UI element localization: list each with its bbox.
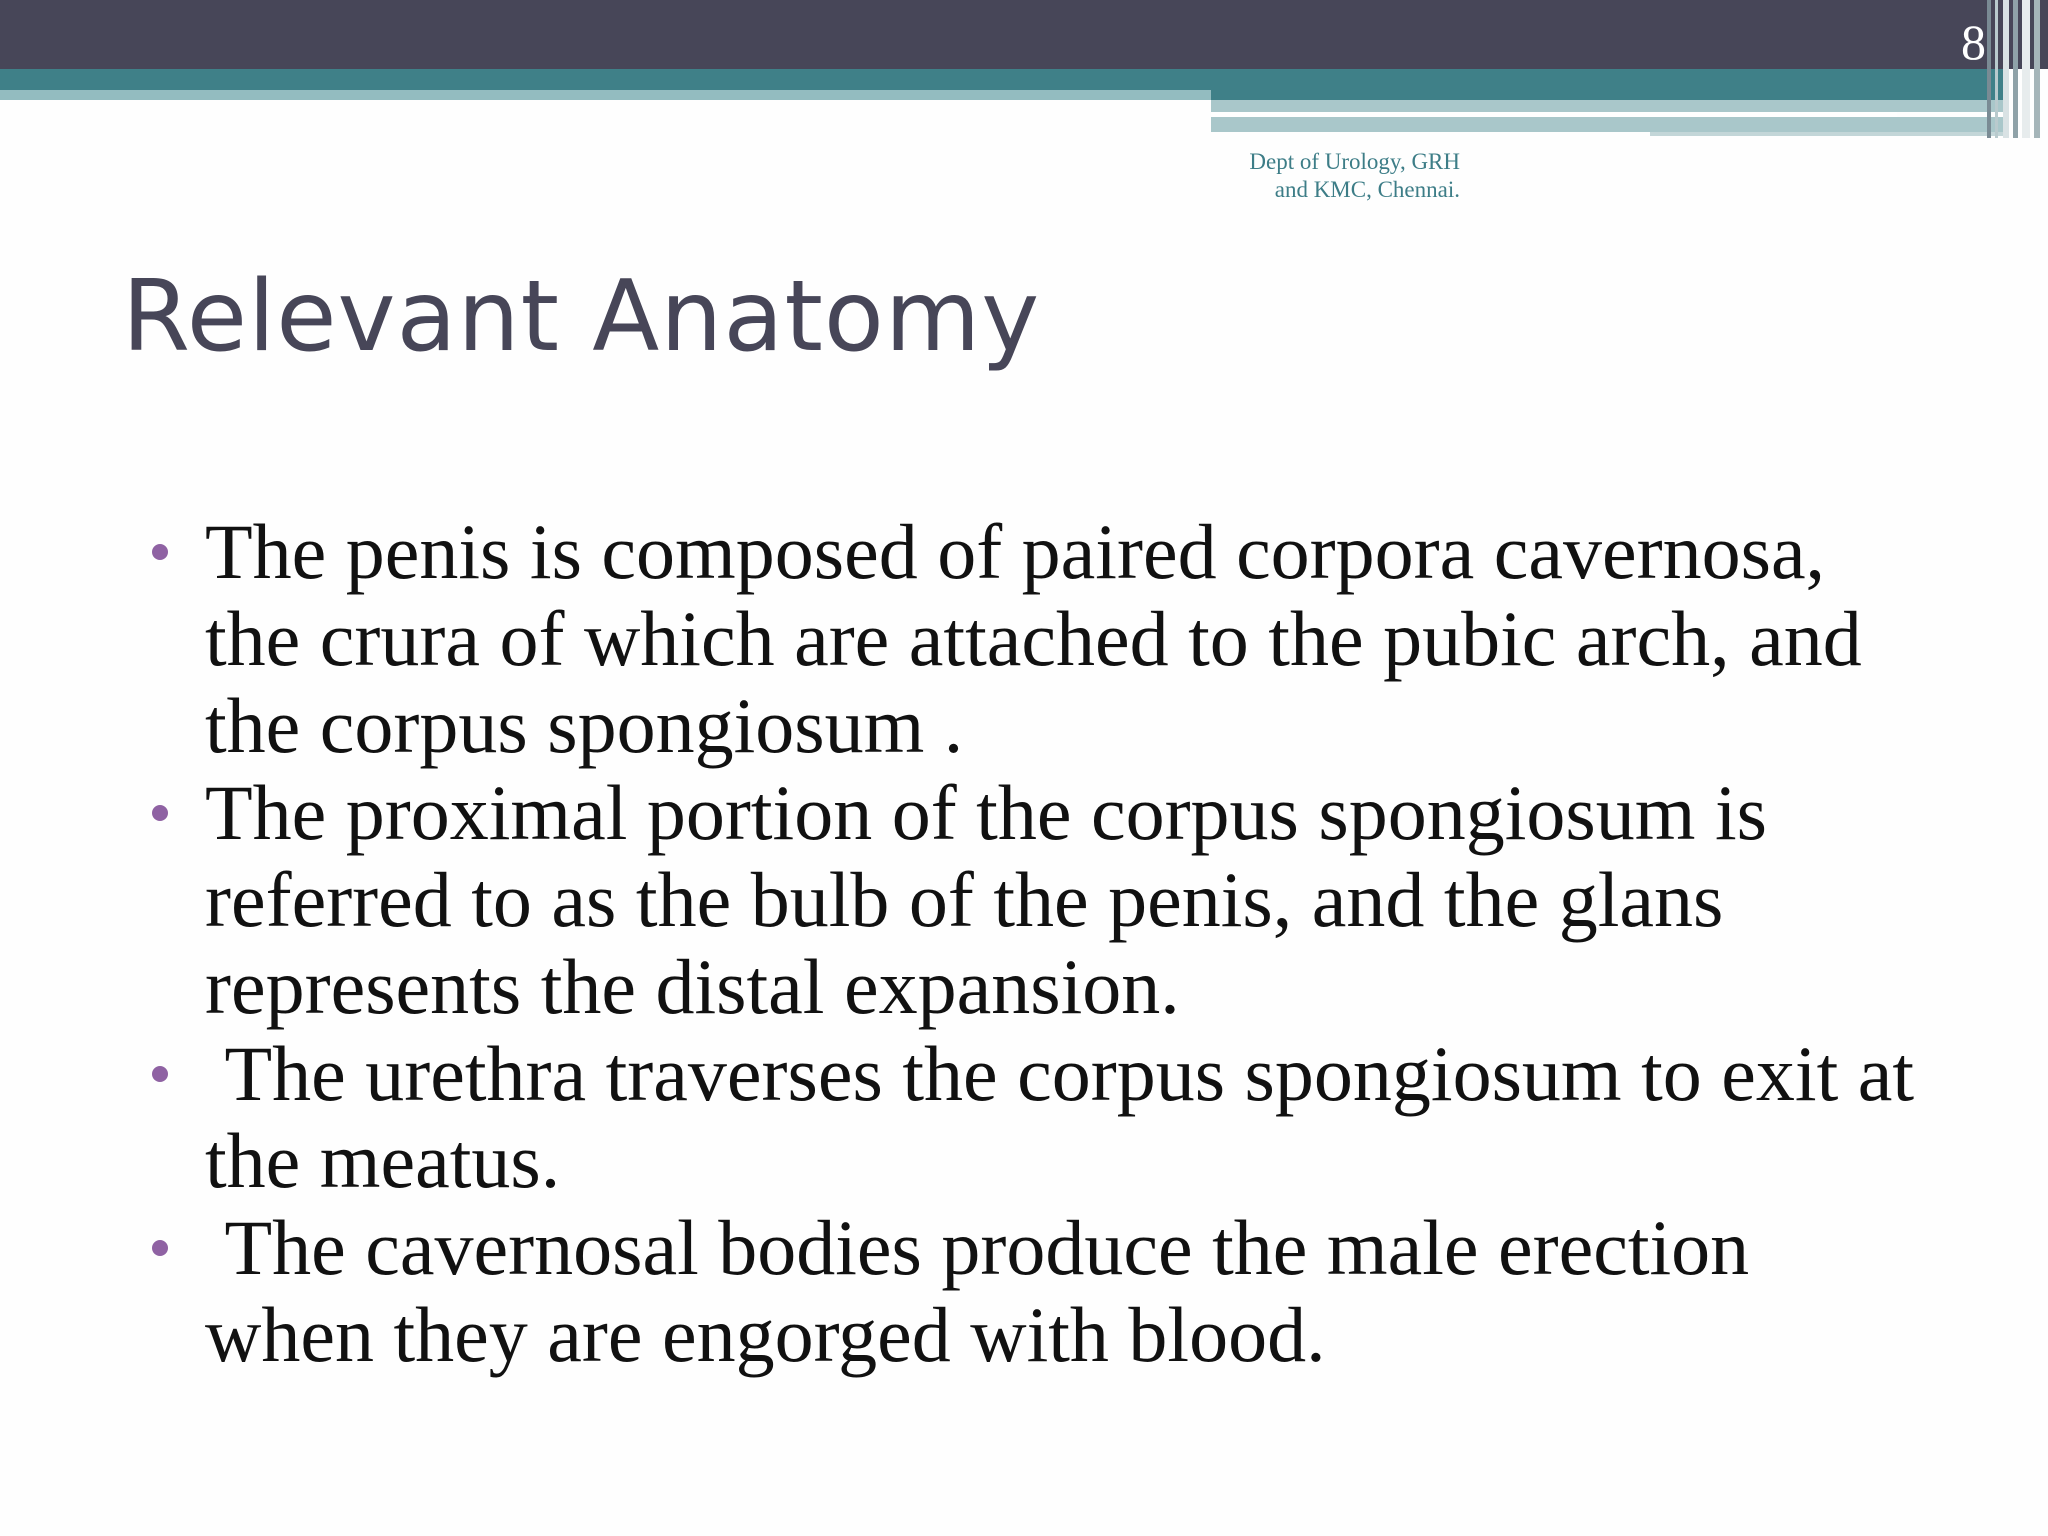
bullet-item	[150, 508, 1930, 769]
decorative-stripe	[1987, 0, 1991, 138]
bullet-item	[150, 1030, 1934, 1204]
bullet-dot-icon	[152, 1240, 168, 1256]
decorative-stripe	[1995, 0, 1998, 138]
header-accent-right-pale	[1211, 100, 2007, 112]
bullet-dot-icon	[152, 805, 168, 821]
header-accent-left	[0, 69, 1211, 90]
decorative-stripe	[2013, 0, 2018, 138]
decorative-stripe	[2003, 0, 2009, 138]
slide-number: 8	[1961, 14, 1986, 70]
bullet-dot-icon	[152, 1066, 168, 1082]
bullet-text: The penis is composed of paired corpora cavernosa, the crura of which are attached to the pubic arch, and the corpus spongiosum .	[205, 508, 1862, 769]
decorative-stripe	[2034, 0, 2040, 138]
decorative-stripe	[2022, 0, 2030, 138]
institution-line-2: and KMC, Chennai.	[1274, 177, 1460, 202]
bullet-item	[150, 769, 1930, 1030]
header-band	[0, 0, 2048, 69]
bullet-item	[150, 1204, 1930, 1378]
header-accent-right	[1211, 69, 2007, 100]
header-accent-left-light	[0, 90, 1211, 100]
bullet-list	[150, 508, 1934, 1378]
bullet-dot-icon	[152, 544, 168, 560]
header-accent-right-pale-lower	[1211, 117, 2007, 132]
institution-line-1: Dept of Urology, GRH	[1249, 149, 1460, 174]
bullet-text: The cavernosal bodies produce the male erection when they are engorged with blood.	[205, 1204, 1769, 1378]
header-accent-right-edge	[1650, 132, 2007, 136]
bullet-text: The proximal portion of the corpus spongiosum is referred to as the bulb of the penis, and the glans represents the distal expansion.	[205, 769, 1767, 1030]
bullet-text: The urethra traverses the corpus spongiosum to exit at the meatus.	[205, 1030, 1934, 1204]
slide-title: Relevant Anatomy	[122, 260, 1041, 374]
institution-footer	[1190, 148, 1460, 204]
